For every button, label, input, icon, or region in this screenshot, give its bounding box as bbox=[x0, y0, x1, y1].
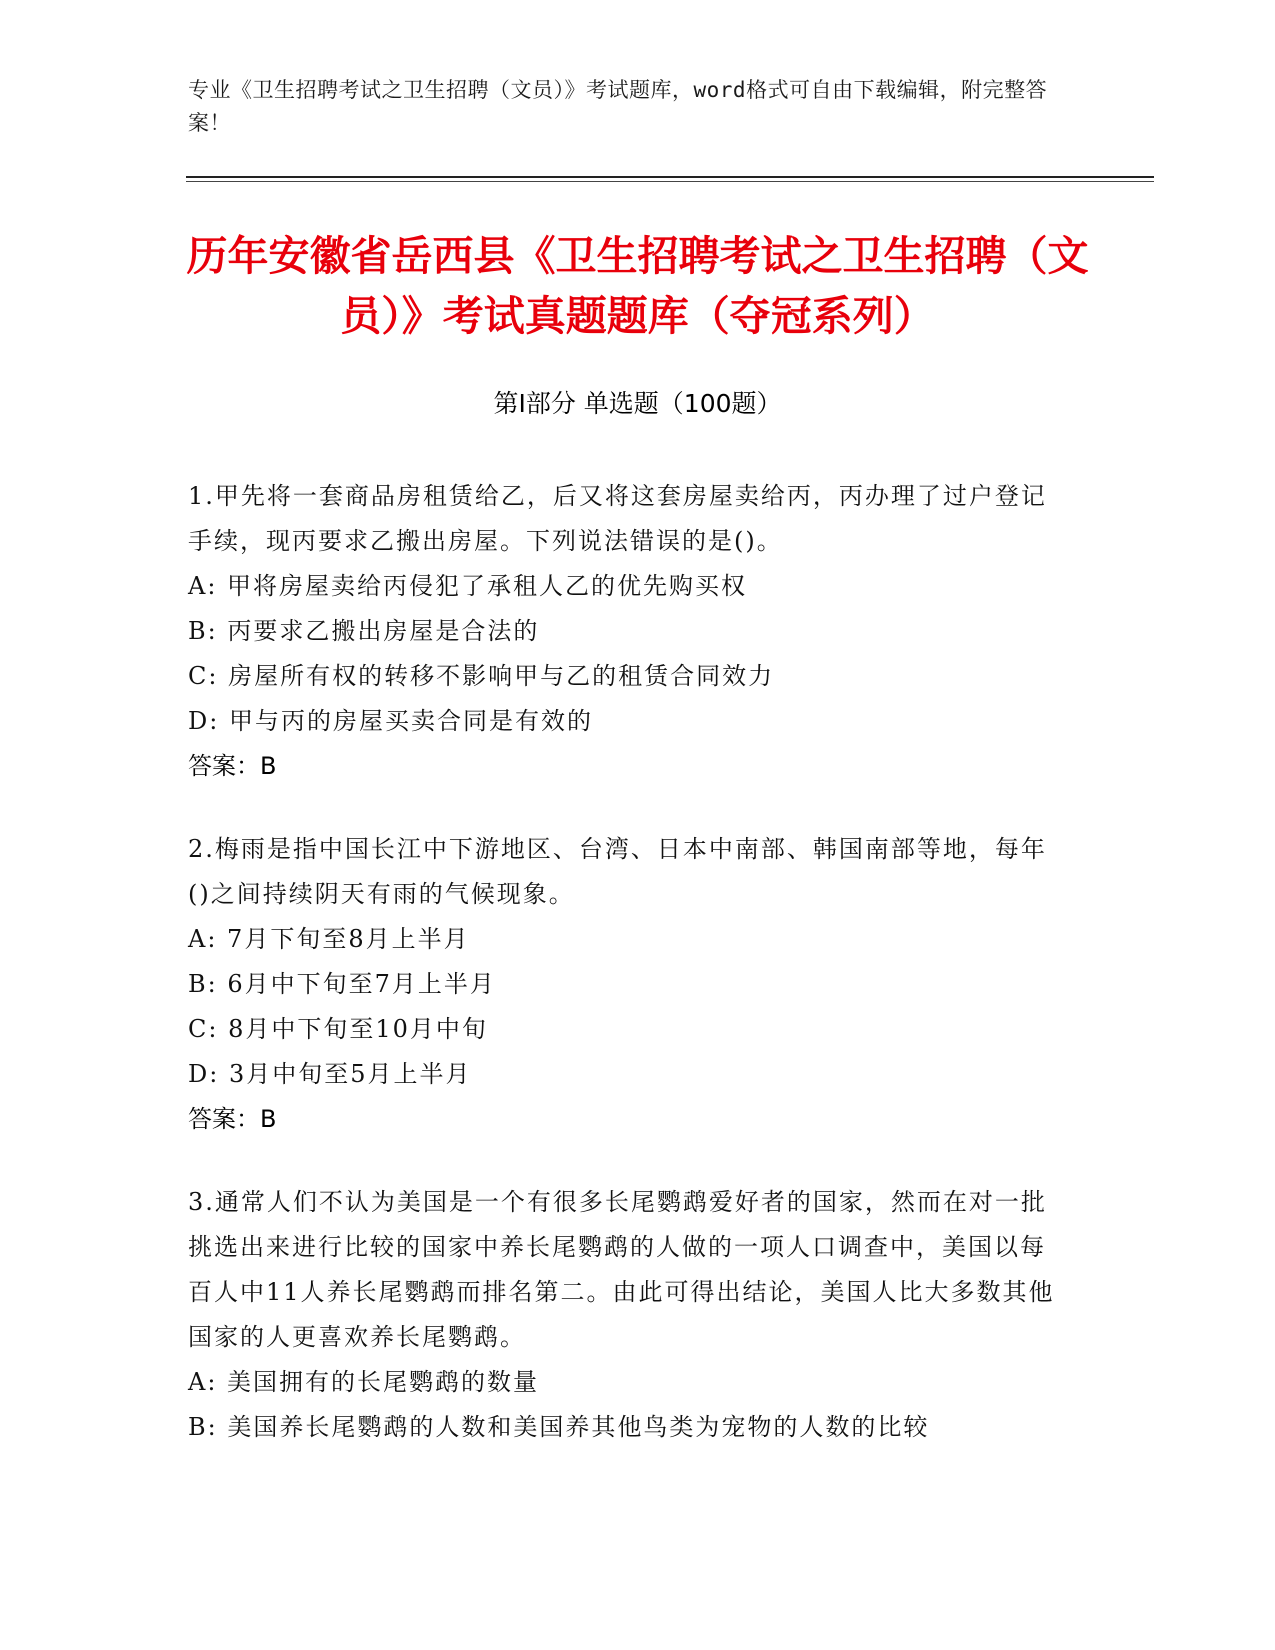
header-divider-thick bbox=[186, 176, 1154, 178]
option-c: C: 房屋所有权的转移不影响甲与乙的租赁合同效力 bbox=[188, 662, 775, 690]
question-2 bbox=[188, 827, 1068, 1142]
option-b: B: 丙要求乙搬出房屋是合法的 bbox=[188, 617, 540, 645]
question-3 bbox=[188, 1180, 1068, 1450]
option-b: B: 美国养长尾鹦鹉的人数和美国养其他鸟类为宠物的人数的比较 bbox=[188, 1413, 930, 1441]
option-b: B: 6月中下旬至7月上半月 bbox=[188, 970, 496, 998]
option-a: A: 7月下旬至8月上半月 bbox=[188, 925, 470, 953]
section-heading: 第Ⅰ部分 单选题（100题） bbox=[493, 389, 782, 418]
option-d: D: 3月中旬至5月上半月 bbox=[188, 1060, 472, 1088]
option-a: A: 美国拥有的长尾鹦鹉的数量 bbox=[188, 1368, 540, 1396]
question-list bbox=[188, 474, 1068, 1488]
option-a: A: 甲将房屋卖给丙侵犯了承租人乙的优先购买权 bbox=[188, 572, 748, 600]
question-1 bbox=[188, 474, 1068, 789]
answer: 答案：B bbox=[188, 1105, 277, 1133]
question-text: 1.甲先将一套商品房租赁给乙，后又将这套房屋卖给丙，丙办理了过户登记手续，现丙要求乙搬出房屋。下列说法错误的是()。 bbox=[188, 482, 1047, 555]
answer: 答案：B bbox=[188, 752, 277, 780]
question-text: 3.通常人们不认为美国是一个有很多长尾鹦鹉爱好者的国家，然而在对一批挑选出来进行比较的国家中养长尾鹦鹉的人做的一项人口调查中，美国以每百人中11人养长尾鹦鹉而排名第二。由此可得出结论，美国人比大多数其他国家的人更喜欢养长尾鹦鹉。 bbox=[188, 1188, 1055, 1351]
header-note: 专业《卫生招聘考试之卫生招聘（文员）》考试题库，word格式可自由下载编辑，附完整答案！ bbox=[188, 78, 1048, 135]
header-divider-thin bbox=[186, 181, 1154, 182]
document-title: 历年安徽省岳西县《卫生招聘考试之卫生招聘（文员）》考试真题题库（夺冠系列） bbox=[186, 232, 1089, 340]
option-c: C: 8月中下旬至10月中旬 bbox=[188, 1015, 488, 1043]
question-text: 2.梅雨是指中国长江中下游地区、台湾、日本中南部、韩国南部等地，每年()之间持续阴天有雨的气候现象。 bbox=[188, 835, 1047, 908]
option-d: D: 甲与丙的房屋买卖合同是有效的 bbox=[188, 707, 593, 735]
